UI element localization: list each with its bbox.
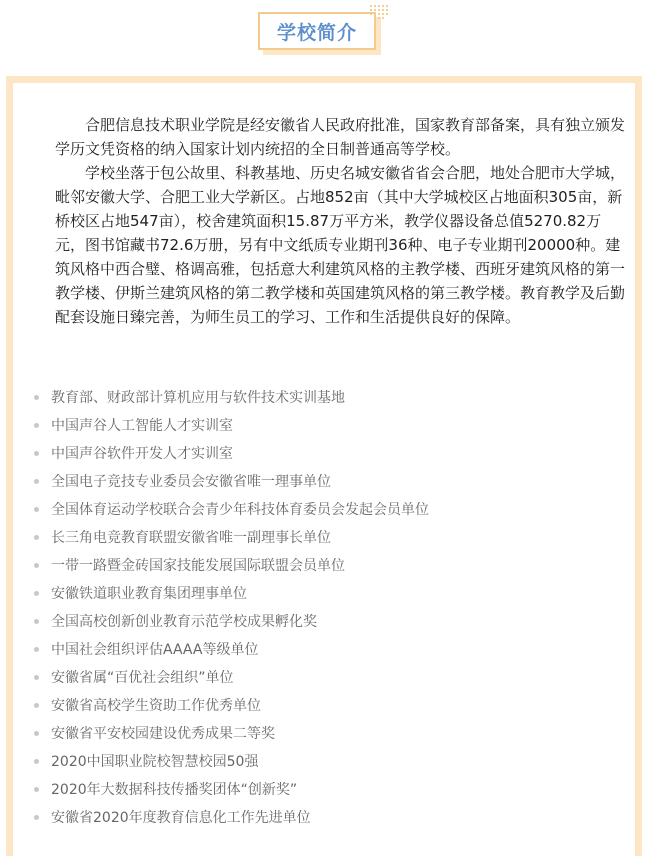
honor-text: 全国高校创新创业教育示范学校成果孵化奖: [51, 614, 317, 630]
list-item: [30, 411, 630, 439]
list-item: [30, 691, 630, 719]
honor-text: 安徽铁道职业教育集团理事单位: [51, 586, 247, 602]
honor-text: 全国电子竞技专业委员会安徽省唯一理事单位: [51, 474, 331, 490]
bullet-dot-icon: [34, 591, 39, 596]
honor-text: 2020中国职业院校智慧校园50强: [51, 754, 259, 770]
section-title: 学校简介: [276, 21, 357, 44]
title-box: [258, 12, 376, 50]
honor-text: 中国声谷软件开发人才实训室: [51, 446, 233, 462]
honor-text: 安徽省属“百优社会组织”单位: [51, 670, 234, 686]
bullet-dot-icon: [34, 675, 39, 680]
bullet-dot-icon: [34, 451, 39, 456]
bullet-dot-icon: [34, 507, 39, 512]
bullet-dot-icon: [34, 395, 39, 400]
list-item: [30, 747, 630, 775]
honor-text: 长三角电竞教育联盟安徽省唯一副理事长单位: [51, 530, 331, 546]
list-item: [30, 663, 630, 691]
bullet-dot-icon: [34, 815, 39, 820]
dot-grid-icon: [369, 4, 391, 20]
list-item: [30, 775, 630, 803]
honor-text: 安徽省高校学生资助工作优秀单位: [51, 698, 261, 714]
honor-text: 安徽省2020年度教育信息化工作先进单位: [51, 810, 311, 826]
bullet-dot-icon: [34, 619, 39, 624]
honor-text: 2020年大数据科技传播奖团体“创新奖”: [51, 782, 298, 798]
honor-text: 全国体育运动学校联合会青少年科技体育委员会发起会员单位: [51, 502, 429, 518]
bullet-dot-icon: [34, 731, 39, 736]
list-item: [30, 635, 630, 663]
bullet-dot-icon: [34, 787, 39, 792]
honor-text: 一带一路暨金砖国家技能发展国际联盟会员单位: [51, 558, 345, 574]
list-item: [30, 439, 630, 467]
intro-paragraph-1: 合肥信息技术职业学院是经安徽省人民政府批准，国家教育部备案，具有独立颁发学历文凭资格的纳入国家计划内统招的全日制普通高等学校。: [55, 116, 626, 158]
honor-text: 中国社会组织评估AAAA等级单位: [51, 642, 259, 658]
bullet-dot-icon: [34, 535, 39, 540]
list-item: [30, 551, 630, 579]
list-item: [30, 495, 630, 523]
honor-text: 安徽省平安校园建设优秀成果二等奖: [51, 726, 275, 742]
bullet-dot-icon: [34, 563, 39, 568]
bullet-dot-icon: [34, 423, 39, 428]
list-item: [30, 719, 630, 747]
honor-text: 中国声谷人工智能人才实训室: [51, 418, 233, 434]
list-item: [30, 467, 630, 495]
list-item: [30, 523, 630, 551]
bullet-dot-icon: [34, 703, 39, 708]
list-item: [30, 383, 630, 411]
honor-text: 教育部、财政部计算机应用与软件技术实训基地: [51, 390, 345, 406]
list-item: [30, 607, 630, 635]
bullet-dot-icon: [34, 759, 39, 764]
bullet-dot-icon: [34, 479, 39, 484]
intro-paragraph-2: 学校坐落于包公故里、科教基地、历史名城安徽省省会合肥，地处合肥市大学城，毗邻安徽大学、合肥工业大学新区。占地852亩（其中大学城校区占地面积305亩，新桥校区占地547亩），校舍建筑面积15.87万平方米，教学仪器设备总值5270.82万元，图书馆藏书72.6万册，另有中文纸质专业期刊36种、电子专业期刊20000种。建筑风格中西合璧、格调高雅，包括意大利建筑风格的主教学楼、西班牙建筑风格的第一教学楼、伊斯兰建筑风格的第二教学楼和英国建筑风格的第三教学楼。教育教学及后勤配套设施日臻完善，为师生员工的学习、工作和生活提供良好的保障。: [55, 164, 626, 326]
bullet-dot-icon: [34, 647, 39, 652]
honors-list: [30, 383, 630, 831]
section-header: [0, 0, 653, 78]
list-item: [30, 579, 630, 607]
list-item: [30, 803, 630, 831]
